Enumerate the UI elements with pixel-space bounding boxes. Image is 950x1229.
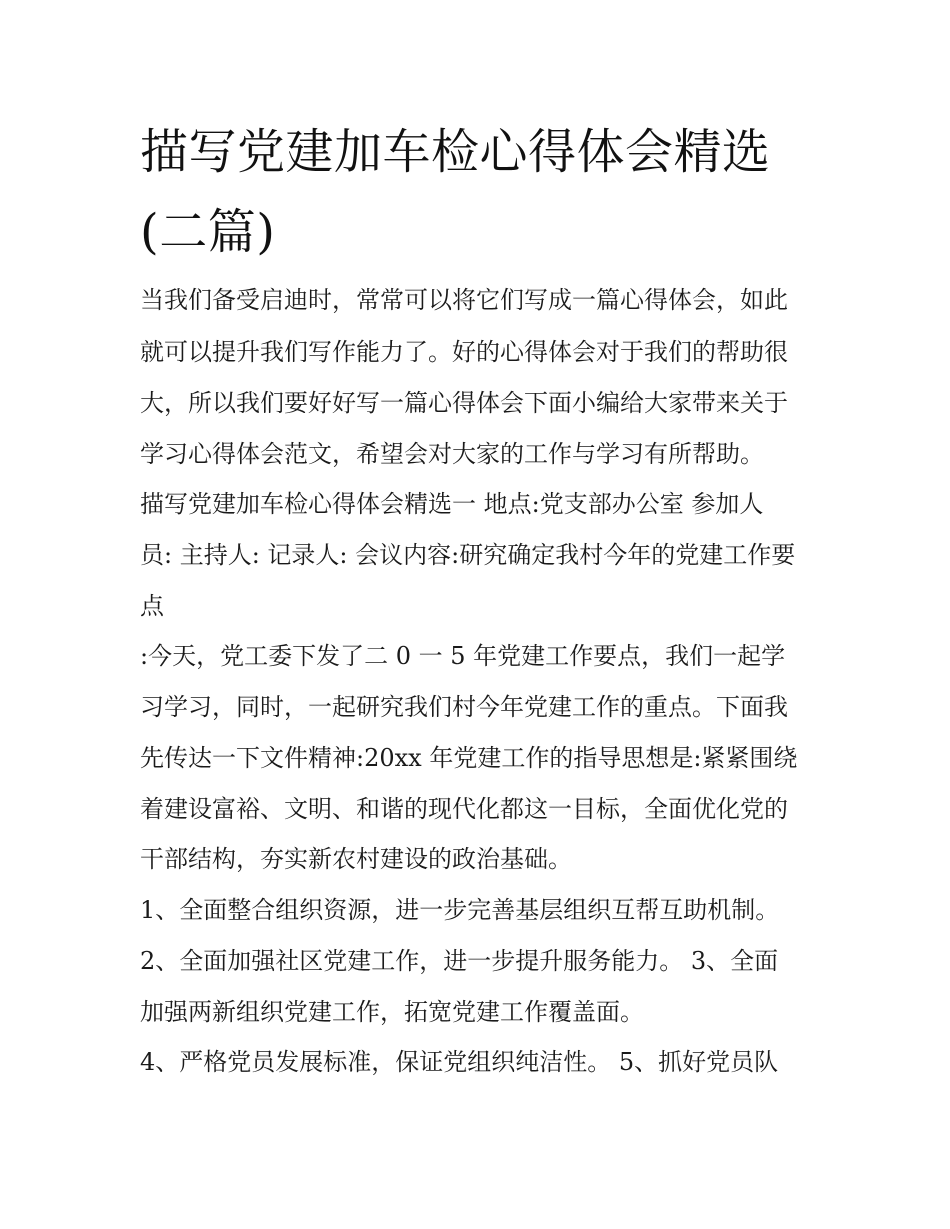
- title-line: 描写党建加车检心得体会精选: [140, 124, 771, 180]
- body-line: 大，所以我们要好好写一篇心得体会下面小编给大家带来关于: [140, 389, 788, 417]
- body-line: 当我们备受启迪时，常常可以将它们写成一篇心得体会，如此: [140, 286, 788, 314]
- body-line: 先传达一下文件精神:20xx 年党建工作的指导思想是:紧紧围绕: [140, 744, 798, 772]
- body-line: 学习心得体会范文，希望会对大家的工作与学习有所帮助。: [140, 440, 764, 468]
- body-line: 描写党建加车检心得体会精选一 地点:党支部办公室 参加人: [140, 490, 764, 518]
- body-line: 加强两新组织党建工作，拓宽党建工作覆盖面。: [140, 998, 644, 1026]
- body-line: 着建设富裕、文明、和谐的现代化都这一目标，全面优化党的: [140, 795, 788, 823]
- body-line: 员: 主持人: 记录人: 会议内容:研究确定我村今年的党建工作要: [140, 541, 796, 569]
- body-line: 点: [140, 592, 164, 620]
- body-line: 1、全面整合组织资源，进一步完善基层组织互帮互助机制。: [140, 896, 780, 924]
- body-line: 就可以提升我们写作能力了。好的心得体会对于我们的帮助很: [140, 338, 788, 366]
- body-line: :今天，党工委下发了二 0 一 5 年党建工作要点，我们一起学: [140, 642, 786, 670]
- title-line: (二篇): [140, 204, 276, 260]
- body-line: 4、严格党员发展标准，保证党组织纯洁性。 5、抓好党员队: [140, 1048, 779, 1076]
- body-line: 2、全面加强社区党建工作，进一步提升服务能力。 3、全面: [140, 947, 779, 975]
- body-line: 习学习，同时，一起研究我们村今年党建工作的重点。下面我: [140, 693, 788, 721]
- document-title: [140, 112, 840, 272]
- body-line: 干部结构，夯实新农村建设的政治基础。: [140, 845, 572, 873]
